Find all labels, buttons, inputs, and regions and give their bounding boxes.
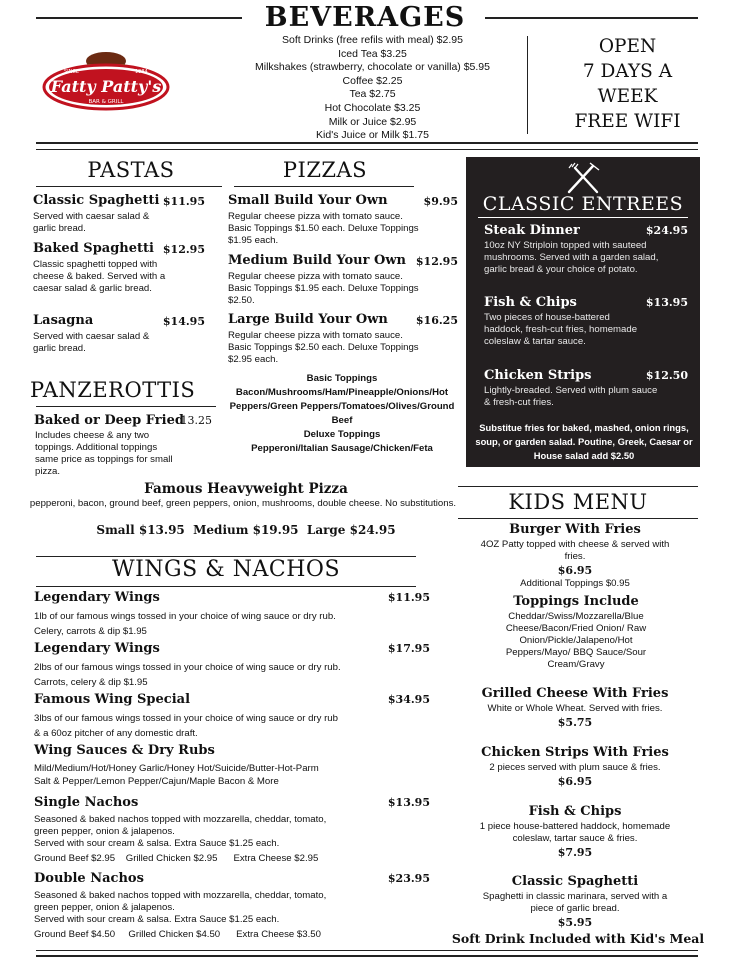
pizza-desc: Regular cheese pizza with tomato sauce. Basic Toppings $1.95 each. Deluxe Toppings $2.50. <box>228 271 419 306</box>
pizzas-rule <box>234 186 414 187</box>
kids-item-desc: 1 piece house-battered haddock, homemade coleslaw, tartar sauce & fries. <box>479 821 671 844</box>
pastas-title: PASTAS <box>87 158 175 182</box>
pasta-desc: Served with caesar salad & garlic bread. <box>33 331 150 354</box>
pasta-desc: Served with caesar salad & garlic bread. <box>33 211 150 234</box>
logo-sub: BAR & GRILL <box>88 99 124 105</box>
pizza-name: Small Build Your Own <box>228 193 388 208</box>
wing-desc: 1lb of our famous wings tossed in your choice of wing sauce or dry rub. <box>34 611 336 622</box>
nacho-price: $13.95 <box>387 796 430 809</box>
kids-item <box>470 804 680 859</box>
nacho-options <box>34 853 434 865</box>
entree-price: $12.50 <box>645 369 688 382</box>
classic-entrees-panel <box>466 157 700 467</box>
wing-sauces-title: Wing Sauces & Dry Rubs <box>34 743 215 758</box>
beverage-item: Tea $2.75 <box>349 88 396 101</box>
wing-item <box>34 641 434 690</box>
logo-since: SINCE <box>64 69 80 75</box>
pizza-item <box>228 253 428 307</box>
fatty-pattys-logo <box>40 47 173 119</box>
open-info-box <box>540 34 715 134</box>
beverage-item: Iced Tea $3.25 <box>338 47 407 60</box>
kids-item <box>470 745 680 788</box>
kids-item-name: Chicken Strips With Fries <box>481 745 669 760</box>
kids-item <box>470 686 680 729</box>
kids-item-price: $5.75 <box>557 716 593 729</box>
wing-price: $17.95 <box>387 642 430 655</box>
panzerotti-price: 13.25 <box>180 414 212 427</box>
kids-rule-bottom <box>458 518 698 519</box>
logo-year: 1984 <box>135 69 148 75</box>
pizza-name: Medium Build Your Own <box>228 253 406 268</box>
deluxe-toppings-list: Pepperoni/Italian Sausage/Chicken/Feta <box>251 443 433 454</box>
pizza-item <box>228 312 428 366</box>
pizza-price: $9.95 <box>423 195 458 208</box>
nacho-desc: Seasoned & baked nachos topped with mozzarella, cheddar, tomato, <box>34 890 327 901</box>
pasta-price: $12.95 <box>162 243 205 256</box>
top-rule-right <box>485 17 698 19</box>
open-line: OPEN <box>598 36 657 57</box>
nacho-option: Ground Beef $2.95 <box>34 853 116 864</box>
pasta-price: $14.95 <box>162 315 205 328</box>
top-rule-left <box>36 17 242 19</box>
beverage-item: Coffee $2.25 <box>342 74 403 87</box>
heavyweight-sizes: Small $13.95 Medium $19.95 Large $24.95 <box>96 523 396 537</box>
kids-additional-toppings: Additional Toppings $0.95 <box>520 578 630 589</box>
panzerotti-name: Baked or Deep Fried <box>34 413 184 428</box>
open-line: FREE WIFI <box>574 111 681 132</box>
kids-item-desc: White or Whole Wheat. Served with fries. <box>487 703 663 714</box>
pizza-desc: Regular cheese pizza with tomato sauce. Basic Toppings $1.50 each. Deluxe Toppings $1.95 each. <box>228 211 419 246</box>
pizza-item <box>228 193 428 247</box>
wing-extra: Celery, carrots & dip $1.95 <box>34 626 147 637</box>
nacho-desc: Served with sour cream & salsa. Extra Sauce $1.25 each. <box>34 838 280 849</box>
panzerottis-title: PANZEROTTIS <box>30 378 196 402</box>
beverages-title: BEVERAGES <box>264 2 466 33</box>
open-line: WEEK <box>597 86 658 107</box>
nacho-name: Double Nachos <box>34 871 144 886</box>
beverages-list <box>240 34 505 143</box>
pasta-price: $11.95 <box>162 195 205 208</box>
entree-price: $24.95 <box>645 224 688 237</box>
pasta-name: Baked Spaghetti <box>33 241 154 256</box>
pizza-price: $16.25 <box>415 314 458 327</box>
entree-name: Fish & Chips <box>484 295 577 310</box>
wing-name: Legendary Wings <box>34 641 160 656</box>
logo-name: Fatty Patty's <box>50 77 162 96</box>
kids-item <box>470 874 680 929</box>
kids-item-desc: 2 pieces served with plum sauce & fries. <box>489 762 661 773</box>
kids-item-name: Fish & Chips <box>528 804 622 819</box>
kids-item-price: $5.95 <box>557 916 593 929</box>
nacho-item <box>34 795 434 865</box>
nacho-option: Grilled Chicken $2.95 <box>125 853 218 864</box>
nacho-option: Grilled Chicken $4.50 <box>128 929 221 940</box>
kids-item-name: Grilled Cheese With Fries <box>481 686 669 701</box>
entree-name: Chicken Strips <box>484 368 592 383</box>
kids-footer: Soft Drink Included with Kid's Meal <box>451 931 705 946</box>
kids-toppings <box>488 594 664 671</box>
nacho-desc: Seasoned & baked nachos topped with mozzarella, cheddar, tomato, <box>34 814 327 825</box>
entree-price: $13.95 <box>645 296 688 309</box>
kids-item-desc: Spaghetti in classic marinara, served with a piece of garlic bread. <box>482 891 668 914</box>
deluxe-toppings-title: Deluxe Toppings <box>303 429 381 440</box>
kids-item-desc: 4OZ Patty topped with cheese & served with fries. <box>480 539 670 562</box>
wing-item <box>34 692 434 741</box>
entrees-title: CLASSIC ENTREES <box>482 193 684 215</box>
header-rule-2 <box>36 149 698 150</box>
bottom-rule-1 <box>36 950 698 951</box>
beverage-item: Kid's Juice or Milk $1.75 <box>316 129 429 142</box>
kids-item-price: $6.95 <box>557 564 593 577</box>
heavyweight-desc: pepperoni, bacon, ground beef, green peppers, onion, mushrooms, double cheese. No substitutions. <box>29 498 457 509</box>
kids-toppings-title: Toppings Include <box>513 594 639 609</box>
wing-desc: 3lbs of our famous wings tossed in your choice of wing sauce or dry rub <box>34 713 338 724</box>
kids-item-name: Classic Spaghetti <box>511 874 639 889</box>
nacho-option: Ground Beef $4.50 <box>34 929 116 940</box>
wing-name: Legendary Wings <box>34 590 160 605</box>
entree-name: Steak Dinner <box>484 223 580 238</box>
wing-sauces <box>34 743 434 788</box>
wing-name: Famous Wing Special <box>34 692 191 707</box>
kids-item-price: $6.95 <box>557 775 593 788</box>
pastas-rule <box>36 186 222 187</box>
wing-price: $11.95 <box>387 591 430 604</box>
kids-toppings-list: Cheddar/Swiss/Mozzarella/Blue Cheese/Bacon/Fried Onion/ Raw Onion/Pickle/Jalapeno/Hot Peppers/Mayo/ BBQ Sauce/Sour Cream/Gravy <box>505 611 647 670</box>
wing-desc: 2lbs of our famous wings tossed in your choice of wing sauce or dry rub. <box>34 662 341 673</box>
beverage-item: Milkshakes (strawberry, chocolate or vanilla) $5.95 <box>255 61 490 74</box>
entree-desc: Two pieces of house-battered haddock, fresh-cut fries, homemade coleslaw & tartar sauce. <box>484 312 638 347</box>
nacho-desc: Served with sour cream & salsa. Extra Sauce $1.25 each. <box>34 914 280 925</box>
wings-title: WINGS & NACHOS <box>111 557 341 582</box>
nacho-price: $23.95 <box>387 872 430 885</box>
toppings-block <box>222 372 462 456</box>
pasta-desc: Classic spaghetti topped with cheese & baked. Served with a caesar salad & garlic bread. <box>33 259 166 294</box>
heavyweight-title: Famous Heavyweight Pizza <box>144 481 348 497</box>
wing-sauces-list: Mild/Medium/Hot/Honey Garlic/Honey Hot/Suicide/Butter-Hot-Parm <box>34 763 319 774</box>
nacho-name: Single Nachos <box>34 795 139 810</box>
basic-toppings-list: Bacon/Mushrooms/Ham/Pineapple/Onions/Hot Peppers/Green Peppers/Tomatoes/Olives/Ground Beef <box>229 387 455 426</box>
pasta-name: Lasagna <box>33 313 94 328</box>
nacho-desc: green pepper, onion & jalapenos. <box>34 902 175 913</box>
entrees-rule <box>478 217 688 218</box>
wing-item <box>34 590 434 639</box>
kids-title: KIDS MENU <box>508 490 648 514</box>
wing-rubs-list: Salt & Pepper/Lemon Pepper/Cajun/Maple Bacon & More <box>34 776 279 787</box>
nacho-item <box>34 871 434 941</box>
bottom-rule-2 <box>36 955 698 957</box>
open-line: 7 DAYS A <box>582 61 673 82</box>
entree-substitution-note: Substitue fries for baked, mashed, onion rings, soup, or garden salad. Poutine, Greek, Caesar or House salad add $2.50 <box>475 422 693 461</box>
beverage-item: Soft Drinks (free refils with meal) $2.95 <box>282 34 463 46</box>
wing-extra: Carrots, celery & dip $1.95 <box>34 677 148 688</box>
beverage-divider <box>527 36 528 134</box>
nacho-desc: green pepper, onion & jalapenos. <box>34 826 175 837</box>
kids-rule-top <box>458 486 698 487</box>
wings-rule-bottom <box>36 586 416 587</box>
nacho-option: Extra Cheese $3.50 <box>236 929 321 940</box>
pasta-name: Classic Spaghetti <box>33 193 160 208</box>
beverage-item: Milk or Juice $2.95 <box>328 115 417 128</box>
basic-toppings-title: Basic Toppings <box>306 373 378 384</box>
beverage-item: Hot Chocolate $3.25 <box>324 101 421 114</box>
header-rule-1 <box>36 142 698 144</box>
pizzas-title: PIZZAS <box>282 158 368 182</box>
entree-desc: Lightly-breaded. Served with plum sauce & fresh-cut fries. <box>484 385 658 408</box>
pizza-name: Large Build Your Own <box>228 312 388 327</box>
kids-burger <box>470 522 680 590</box>
kids-item-price: $7.95 <box>557 846 593 859</box>
panzerottis-rule <box>36 406 216 407</box>
pizza-price: $12.95 <box>415 255 458 268</box>
nacho-option: Extra Cheese $2.95 <box>233 853 319 864</box>
wing-extra: & a 60oz pitcher of any domestic draft. <box>34 728 198 739</box>
fork-knife-icon <box>563 160 603 196</box>
nacho-options <box>34 929 434 941</box>
panzerotti-desc: Includes cheese & any two toppings. Additional toppings same price as toppings for small pizza. <box>35 430 173 477</box>
pizza-desc: Regular cheese pizza with tomato sauce. Basic Toppings $2.50 each. Deluxe Toppings $2.95 each. <box>228 330 419 365</box>
wing-price: $34.95 <box>387 693 430 706</box>
entree-desc: 10oz NY Striploin topped with sauteed mushrooms. Served with a garden salad, garlic bread & your choice of potato. <box>484 240 659 275</box>
kids-item-name: Burger With Fries <box>509 522 641 537</box>
